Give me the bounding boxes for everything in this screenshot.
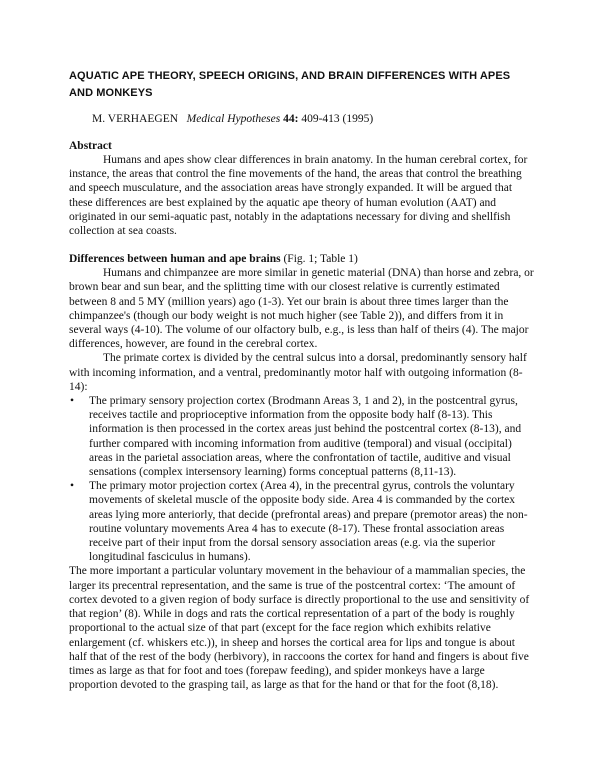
bullet-marker: • (70, 480, 75, 493)
section-heading-reference: (Fig. 1; Table 1) (283, 253, 358, 266)
abstract-text: Humans and apes show clear differences in brain anatomy. In the human cerebral cortex, for instance, the areas that control the fine movements of the hand, the areas that control the breathing and speech musculature, and the association areas have strongly expanded. It will be argued that these differences are best explained by the aquatic ape theory of human evolution (AAT) and originated in our semi-aquatic past, notably in the adaptations necessary for diving and shellfish collection at sea coasts. (69, 154, 528, 238)
journal-name: Medical Hypotheses (186, 113, 281, 125)
journal-pages-year: 409-413 (1995) (301, 113, 374, 125)
paper-title (69, 68, 535, 102)
bullet-list (69, 394, 535, 564)
list-item (69, 479, 535, 564)
abstract-heading: Abstract (69, 140, 112, 152)
paper-page (69, 68, 535, 692)
body-paragraph-1: Humans and chimpanzee are more similar in genetic material (DNA) than horse and zebra, or brown bear and sun bear, and the splitting time with our closest relative is currently estimated between 8 and 5 MY (million years) ago (1-3). Yet our brain is about three times larger than the chimpanzee's (though our body weight is not much higher (see Table 2)), and differs from it in several ways (4-10). The volume of our olfactory bulb, e.g., is less than half of theirs (4). The major differences, however, are found in the cerebral cortex. (69, 267, 534, 351)
journal-volume: 44: (283, 113, 299, 125)
bullet-text: The primary motor projection cortex (Area 4), in the precentral gyrus, controls the voluntary movements of skeletal muscle of the opposite body side. Area 4 is commanded by the cortex areas lying more anteriorly, that decide (prefrontal areas) and prepare (premotor areas) the non-routine voluntary movements Area 4 has to execute (8-17). These frontal association areas receive part of their input from the dorsal sensory association areas (e.g. via the superior longitudinal fasciculus in humans). (89, 480, 528, 564)
author-name: M. VERHAEGEN (92, 113, 179, 125)
body-paragraph-3: The more important a particular voluntary movement in the behaviour of a mammalian species, the larger its precentral representation, and the same is true of the postcentral cortex: ‘The amount of cortex devoted to a given region of body surface is directly proportional to the use and sensitivity of that region’ (8). While in dogs and rats the cortical representation of a part of the body is roughly proportional to the actual size of that part (except for the face region which exhibits relative enlargement (cf. whiskers etc.)), in sheep and horses the cortical area for lips and tongue is about half that of the rest of the body (herbivory), in raccoons the cortex for hand and fingers is about five times as large as that for foot and toes (forepaw feeding), and spider monkeys have a large proportion devoted to the grasping tail, as large as that for the hand or that for the foot (8,18). (69, 565, 530, 692)
citation-line (92, 112, 535, 126)
section-heading-differences (69, 252, 535, 266)
title-line-1: AQUATIC APE THEORY, SPEECH ORIGINS, AND BRAIN DIFFERENCES WITH APES (69, 70, 511, 82)
body-paragraph-2: The primate cortex is divided by the central sulcus into a dorsal, predominantly sensory half with incoming information, and a ventral, predominantly motor half with outgoing information (8-14): (69, 352, 527, 393)
section-heading-text: Differences between human and ape brains (69, 253, 281, 266)
title-line-2: AND MONKEYS (69, 87, 153, 99)
bullet-marker: • (70, 395, 75, 408)
list-item (69, 394, 535, 479)
bullet-text: The primary sensory projection cortex (Brodmann Areas 3, 1 and 2), in the postcentral gyrus, receives tactile and proprioceptive information from the opposite body half (8-13). This information is then processed in the cortex areas just behind the postcentral cortex (8-13), and further compared with incoming information from auditive (temporal) and visual (occipital) areas in the parietal association areas, where the confrontation of tactile, auditive and visual sensations (complex intersensory learning) forms conceptual patterns (8,11-13). (89, 395, 522, 479)
